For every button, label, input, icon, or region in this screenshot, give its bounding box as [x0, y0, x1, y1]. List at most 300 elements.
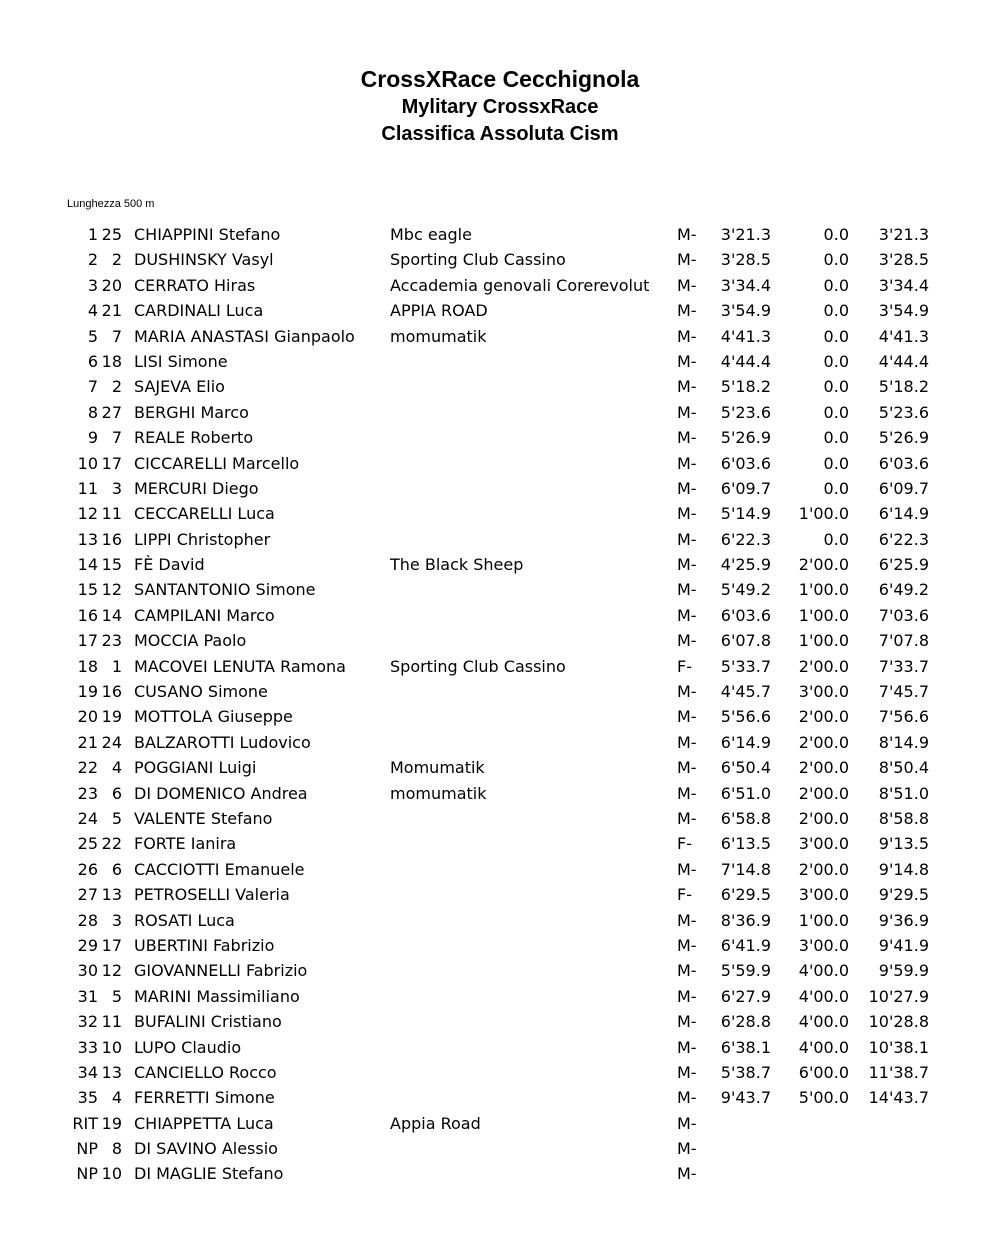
category-cell: M-	[677, 732, 697, 752]
table-row	[0, 501, 1000, 526]
penalty-cell: 0.0	[823, 377, 849, 397]
table-row	[0, 527, 1000, 552]
position-cell: 9	[87, 428, 98, 448]
position-cell: 7	[87, 377, 98, 397]
athlete-name-cell: LISI Simone	[134, 351, 228, 371]
category-cell: M-	[677, 1113, 697, 1133]
race-time-cell: 3'21.3	[720, 225, 771, 244]
bib-number-cell: 27	[101, 402, 122, 422]
category-cell: M-	[677, 758, 697, 778]
bib-number-cell: 13	[101, 1062, 122, 1082]
position-cell: 18	[77, 656, 98, 676]
table-row	[0, 831, 1000, 856]
table-row	[0, 654, 1000, 679]
category-cell: M-	[677, 478, 697, 498]
bib-number-cell: 4	[111, 1088, 122, 1108]
race-time-cell: 6'13.5	[720, 834, 771, 854]
race-time-cell: 5'26.9	[720, 428, 771, 448]
category-cell: F-	[677, 885, 692, 905]
table-row	[0, 781, 1000, 806]
race-time-cell: 5'49.2	[720, 580, 771, 600]
race-time-cell: 3'28.5	[720, 250, 771, 270]
athlete-name-cell: DUSHINSKY Vasyl	[134, 250, 274, 270]
table-row	[0, 349, 1000, 374]
bib-number-cell: 6	[111, 859, 122, 879]
table-row	[0, 933, 1000, 958]
position-cell: 11	[77, 478, 98, 498]
position-cell: 21	[77, 732, 98, 752]
table-row	[0, 324, 1000, 349]
bib-number-cell: 13	[101, 885, 122, 905]
total-time-cell: 8'51.0	[878, 783, 929, 803]
athlete-name-cell: FÈ David	[134, 555, 205, 575]
penalty-cell: 1'00.0	[798, 504, 849, 524]
table-row	[0, 247, 1000, 272]
athlete-name-cell: CACCIOTTI Emanuele	[134, 859, 305, 879]
position-cell: NP	[76, 1139, 98, 1159]
category-cell: M-	[677, 1012, 697, 1032]
athlete-name-cell: CARDINALI Luca	[134, 301, 264, 321]
table-row	[0, 958, 1000, 983]
race-time-cell: 6'58.8	[720, 808, 771, 828]
table-row	[0, 298, 1000, 323]
athlete-name-cell: CICCARELLI Marcello	[134, 453, 300, 473]
bib-number-cell: 20	[101, 275, 122, 295]
athlete-name-cell: CHIAPPETTA Luca	[134, 1113, 274, 1133]
penalty-cell: 6'00.0	[798, 1062, 849, 1082]
total-time-cell: 8'50.4	[878, 758, 929, 778]
race-time-cell: 3'34.4	[720, 275, 771, 295]
total-time-cell: 6'09.7	[878, 478, 929, 498]
penalty-cell: 0.0	[823, 478, 849, 498]
table-row	[0, 425, 1000, 450]
athlete-name-cell: POGGIANI Luigi	[134, 758, 257, 778]
team-cell: momumatik	[390, 326, 487, 346]
race-time-cell: 9'43.7	[720, 1088, 771, 1108]
total-time-cell: 8'58.8	[878, 808, 929, 828]
bib-number-cell: 18	[101, 351, 122, 371]
race-time-cell: 5'18.2	[720, 377, 771, 397]
table-row	[0, 476, 1000, 501]
penalty-cell: 1'00.0	[798, 631, 849, 651]
table-row	[0, 400, 1000, 425]
bib-number-cell: 3	[111, 478, 122, 498]
bib-number-cell: 3	[111, 910, 122, 930]
penalty-cell: 3'00.0	[798, 834, 849, 854]
bib-number-cell: 16	[101, 682, 122, 702]
category-cell: M-	[677, 301, 697, 321]
total-time-cell: 7'56.6	[878, 707, 929, 727]
table-row	[0, 704, 1000, 729]
table-row	[0, 806, 1000, 831]
position-cell: 22	[77, 758, 98, 778]
athlete-name-cell: GIOVANNELLI Fabrizio	[134, 961, 308, 981]
position-cell: 2	[87, 250, 98, 270]
penalty-cell: 2'00.0	[798, 758, 849, 778]
position-cell: 33	[77, 1037, 98, 1057]
bib-number-cell: 11	[101, 1012, 122, 1032]
table-row	[0, 1136, 1000, 1161]
race-time-cell: 4'41.3	[720, 326, 771, 346]
race-time-cell: 8'36.9	[720, 910, 771, 930]
position-cell: 30	[77, 961, 98, 981]
penalty-cell: 2'00.0	[798, 783, 849, 803]
penalty-cell: 2'00.0	[798, 656, 849, 676]
table-row	[0, 451, 1000, 476]
position-cell: 14	[77, 555, 98, 575]
total-time-cell: 7'33.7	[878, 656, 929, 676]
race-time-cell: 7'14.8	[720, 859, 771, 879]
category-cell: M-	[677, 428, 697, 448]
bib-number-cell: 5	[111, 808, 122, 828]
bib-number-cell: 6	[111, 783, 122, 803]
bib-number-cell: 21	[101, 301, 122, 321]
penalty-cell: 4'00.0	[798, 986, 849, 1006]
bib-number-cell: 2	[111, 250, 122, 270]
category-cell: M-	[677, 682, 697, 702]
bib-number-cell: 4	[111, 758, 122, 778]
table-row	[0, 603, 1000, 628]
category-cell: M-	[677, 1164, 697, 1184]
race-time-cell: 5'56.6	[720, 707, 771, 727]
category-cell: M-	[677, 377, 697, 397]
athlete-name-cell: BUFALINI Cristiano	[134, 1012, 282, 1032]
athlete-name-cell: DI DOMENICO Andrea	[134, 783, 308, 803]
category-cell: M-	[677, 783, 697, 803]
bib-number-cell: 10	[101, 1037, 122, 1057]
race-time-cell: 6'41.9	[720, 935, 771, 955]
penalty-cell: 2'00.0	[798, 555, 849, 575]
athlete-name-cell: LUPO Claudio	[134, 1037, 242, 1057]
table-row	[0, 577, 1000, 602]
athlete-name-cell: CAMPILANI Marco	[134, 605, 275, 625]
total-time-cell: 5'26.9	[878, 428, 929, 448]
race-time-cell: 3'54.9	[720, 301, 771, 321]
athlete-name-cell: UBERTINI Fabrizio	[134, 935, 275, 955]
position-cell: 26	[77, 859, 98, 879]
table-row	[0, 984, 1000, 1009]
total-time-cell: 6'25.9	[878, 555, 929, 575]
athlete-name-cell: SANTANTONIO Simone	[134, 580, 316, 600]
race-time-cell: 4'25.9	[720, 555, 771, 575]
race-time-cell: 5'23.6	[720, 402, 771, 422]
position-cell: 28	[77, 910, 98, 930]
bib-number-cell: 19	[101, 707, 122, 727]
event-subtitle: Mylitary CrossxRace	[401, 96, 599, 118]
bib-number-cell: 12	[101, 580, 122, 600]
penalty-cell: 0.0	[823, 326, 849, 346]
race-time-cell: 6'27.9	[720, 986, 771, 1006]
position-cell: 15	[77, 580, 98, 600]
penalty-cell: 0.0	[823, 428, 849, 448]
race-time-cell: 6'14.9	[720, 732, 771, 752]
bib-number-cell: 24	[101, 732, 122, 752]
athlete-name-cell: ROSATI Luca	[134, 910, 235, 930]
bib-number-cell: 2	[111, 377, 122, 397]
athlete-name-cell: MACOVEI LENUTA Ramona	[134, 656, 346, 676]
race-time-cell: 5'59.9	[720, 961, 771, 981]
total-time-cell: 4'41.3	[878, 326, 929, 346]
position-cell: 6	[87, 351, 98, 371]
bib-number-cell: 5	[111, 986, 122, 1006]
table-row	[0, 1060, 1000, 1085]
total-time-cell: 9'36.9	[878, 910, 929, 930]
table-row	[0, 755, 1000, 780]
category-cell: M-	[677, 961, 697, 981]
team-cell: Appia Road	[390, 1113, 481, 1133]
race-time-cell: 6'50.4	[720, 758, 771, 778]
race-time-cell: 6'28.8	[720, 1012, 771, 1032]
race-time-cell: 6'22.3	[720, 529, 771, 549]
table-row	[0, 679, 1000, 704]
athlete-name-cell: LIPPI Christopher	[134, 529, 271, 549]
position-cell: 29	[77, 935, 98, 955]
position-cell: 32	[77, 1012, 98, 1032]
athlete-name-cell: FORTE Ianira	[134, 834, 237, 854]
category-cell: M-	[677, 555, 697, 575]
category-cell: M-	[677, 250, 697, 270]
race-time-cell: 6'09.7	[720, 478, 771, 498]
penalty-cell: 4'00.0	[798, 1037, 849, 1057]
position-cell: 31	[77, 986, 98, 1006]
athlete-name-cell: CANCIELLO Rocco	[134, 1062, 277, 1082]
race-time-cell: 6'03.6	[720, 453, 771, 473]
bib-number-cell: 7	[111, 428, 122, 448]
category-cell: M-	[677, 1037, 697, 1057]
bib-number-cell: 11	[101, 504, 122, 524]
position-cell: 5	[87, 326, 98, 346]
position-cell: 17	[77, 631, 98, 651]
athlete-name-cell: MOTTOLA Giuseppe	[134, 707, 293, 727]
position-cell: 12	[77, 504, 98, 524]
athlete-name-cell: SAJEVA Elio	[134, 377, 225, 397]
penalty-cell: 2'00.0	[798, 707, 849, 727]
category-cell: M-	[677, 351, 697, 371]
total-time-cell: 6'49.2	[878, 580, 929, 600]
category-cell: M-	[677, 605, 697, 625]
bib-number-cell: 16	[101, 529, 122, 549]
bib-number-cell: 23	[101, 631, 122, 651]
penalty-cell: 0.0	[823, 275, 849, 295]
athlete-name-cell: CUSANO Simone	[134, 682, 268, 702]
athlete-name-cell: REALE Roberto	[134, 428, 254, 448]
penalty-cell: 0.0	[823, 250, 849, 270]
category-cell: M-	[677, 707, 697, 727]
position-cell: 13	[77, 529, 98, 549]
category-cell: M-	[677, 529, 697, 549]
penalty-cell: 3'00.0	[798, 885, 849, 905]
category-cell: F-	[677, 834, 692, 854]
penalty-cell: 0.0	[823, 402, 849, 422]
category-cell: M-	[677, 453, 697, 473]
race-time-cell: 4'44.4	[720, 351, 771, 371]
athlete-name-cell: MERCURI Diego	[134, 478, 259, 498]
race-time-cell: 5'38.7	[720, 1062, 771, 1082]
total-time-cell: 14'43.7	[868, 1088, 929, 1108]
category-cell: M-	[677, 1088, 697, 1108]
bib-number-cell: 15	[101, 555, 122, 575]
table-row	[0, 222, 1000, 247]
athlete-name-cell: DI MAGLIE Stefano	[134, 1164, 284, 1184]
athlete-name-cell: FERRETTI Simone	[134, 1088, 275, 1108]
penalty-cell: 4'00.0	[798, 961, 849, 981]
race-length-label: Lunghezza 500 m	[67, 198, 155, 210]
penalty-cell: 1'00.0	[798, 910, 849, 930]
bib-number-cell: 1	[111, 656, 122, 676]
category-cell: F-	[677, 656, 692, 676]
table-row	[0, 552, 1000, 577]
team-cell: The Black Sheep	[390, 555, 524, 575]
position-cell: 35	[77, 1088, 98, 1108]
category-cell: M-	[677, 225, 697, 244]
total-time-cell: 11'38.7	[868, 1062, 929, 1082]
penalty-cell: 0.0	[823, 453, 849, 473]
position-cell: 27	[77, 885, 98, 905]
total-time-cell: 7'45.7	[878, 682, 929, 702]
total-time-cell: 3'21.3	[878, 225, 929, 244]
total-time-cell: 5'18.2	[878, 377, 929, 397]
penalty-cell: 0.0	[823, 351, 849, 371]
total-time-cell: 9'14.8	[878, 859, 929, 879]
athlete-name-cell: BERGHI Marco	[134, 402, 249, 422]
team-cell: Accademia genovali Corerevolut	[390, 275, 650, 295]
category-cell: M-	[677, 504, 697, 524]
total-time-cell: 10'38.1	[868, 1037, 929, 1057]
position-cell: NP	[76, 1164, 98, 1184]
penalty-cell: 5'00.0	[798, 1088, 849, 1108]
penalty-cell: 1'00.0	[798, 605, 849, 625]
total-time-cell: 5'23.6	[878, 402, 929, 422]
penalty-cell: 0.0	[823, 529, 849, 549]
penalty-cell: 2'00.0	[798, 859, 849, 879]
bib-number-cell: 19	[101, 1113, 122, 1133]
position-cell: 3	[87, 275, 98, 295]
penalty-cell: 4'00.0	[798, 1012, 849, 1032]
penalty-cell: 2'00.0	[798, 732, 849, 752]
team-cell: Mbc eagle	[390, 225, 472, 244]
position-cell: 16	[77, 605, 98, 625]
penalty-cell: 0.0	[823, 225, 849, 244]
athlete-name-cell: MARINI Massimiliano	[134, 986, 300, 1006]
race-time-cell: 6'03.6	[720, 605, 771, 625]
athlete-name-cell: CERRATO Hiras	[134, 275, 256, 295]
position-cell: 24	[77, 808, 98, 828]
position-cell: 19	[77, 682, 98, 702]
position-cell: 4	[87, 301, 98, 321]
table-row	[0, 1161, 1000, 1186]
table-row	[0, 374, 1000, 399]
total-time-cell: 10'28.8	[868, 1012, 929, 1032]
table-row	[0, 908, 1000, 933]
race-time-cell: 6'29.5	[720, 885, 771, 905]
total-time-cell: 3'28.5	[878, 250, 929, 270]
table-row	[0, 730, 1000, 755]
penalty-cell: 3'00.0	[798, 935, 849, 955]
penalty-cell: 1'00.0	[798, 580, 849, 600]
race-time-cell: 5'33.7	[720, 656, 771, 676]
athlete-name-cell: DI SAVINO Alessio	[134, 1139, 278, 1159]
document-header	[0, 64, 1000, 148]
team-cell: momumatik	[390, 783, 487, 803]
category-cell: M-	[677, 631, 697, 651]
category-cell: M-	[677, 580, 697, 600]
category-cell: M-	[677, 808, 697, 828]
bib-number-cell: 14	[101, 605, 122, 625]
position-cell: RIT	[72, 1113, 98, 1133]
total-time-cell: 9'59.9	[878, 961, 929, 981]
table-row	[0, 1035, 1000, 1060]
bib-number-cell: 25	[101, 225, 122, 244]
category-cell: M-	[677, 1139, 697, 1159]
athlete-name-cell: CHIAPPINI Stefano	[134, 225, 281, 244]
penalty-cell: 2'00.0	[798, 808, 849, 828]
table-row	[0, 1111, 1000, 1136]
table-row	[0, 273, 1000, 298]
athlete-name-cell: MOCCIA Paolo	[134, 631, 247, 651]
bib-number-cell: 17	[101, 453, 122, 473]
table-row	[0, 857, 1000, 882]
total-time-cell: 4'44.4	[878, 351, 929, 371]
total-time-cell: 7'07.8	[878, 631, 929, 651]
table-row	[0, 1009, 1000, 1034]
athlete-name-cell: PETROSELLI Valeria	[134, 885, 290, 905]
category-cell: M-	[677, 402, 697, 422]
athlete-name-cell: VALENTE Stefano	[134, 808, 273, 828]
total-time-cell: 6'03.6	[878, 453, 929, 473]
position-cell: 23	[77, 783, 98, 803]
total-time-cell: 3'54.9	[878, 301, 929, 321]
table-row	[0, 1085, 1000, 1110]
penalty-cell: 3'00.0	[798, 682, 849, 702]
bib-number-cell: 12	[101, 961, 122, 981]
race-time-cell: 4'45.7	[720, 682, 771, 702]
total-time-cell: 3'34.4	[878, 275, 929, 295]
total-time-cell: 8'14.9	[878, 732, 929, 752]
bib-number-cell: 10	[101, 1164, 122, 1184]
ranking-subtitle: Classifica Assoluta Cism	[381, 123, 619, 145]
team-cell: Sporting Club Cassino	[390, 656, 566, 676]
athlete-name-cell: MARIA ANASTASI Gianpaolo	[134, 326, 355, 346]
category-cell: M-	[677, 275, 697, 295]
total-time-cell: 10'27.9	[868, 986, 929, 1006]
bib-number-cell: 7	[111, 326, 122, 346]
category-cell: M-	[677, 326, 697, 346]
race-time-cell: 5'14.9	[720, 504, 771, 524]
page-title: CrossXRace Cecchignola	[360, 66, 640, 92]
athlete-name-cell: CECCARELLI Luca	[134, 504, 275, 524]
penalty-cell: 0.0	[823, 301, 849, 321]
total-time-cell: 6'22.3	[878, 529, 929, 549]
bib-number-cell: 22	[101, 834, 122, 854]
total-time-cell: 7'03.6	[878, 605, 929, 625]
race-time-cell: 6'07.8	[720, 631, 771, 651]
category-cell: M-	[677, 910, 697, 930]
category-cell: M-	[677, 935, 697, 955]
position-cell: 34	[77, 1062, 98, 1082]
athlete-name-cell: BALZAROTTI Ludovico	[134, 732, 311, 752]
team-cell: Momumatik	[390, 758, 485, 778]
category-cell: M-	[677, 1062, 697, 1082]
bib-number-cell: 17	[101, 935, 122, 955]
total-time-cell: 9'41.9	[878, 935, 929, 955]
position-cell: 20	[77, 707, 98, 727]
position-cell: 1	[87, 225, 98, 244]
total-time-cell: 9'13.5	[878, 834, 929, 854]
team-cell: Sporting Club Cassino	[390, 250, 566, 270]
table-row	[0, 628, 1000, 653]
results-table	[0, 222, 1000, 1187]
position-cell: 8	[87, 402, 98, 422]
